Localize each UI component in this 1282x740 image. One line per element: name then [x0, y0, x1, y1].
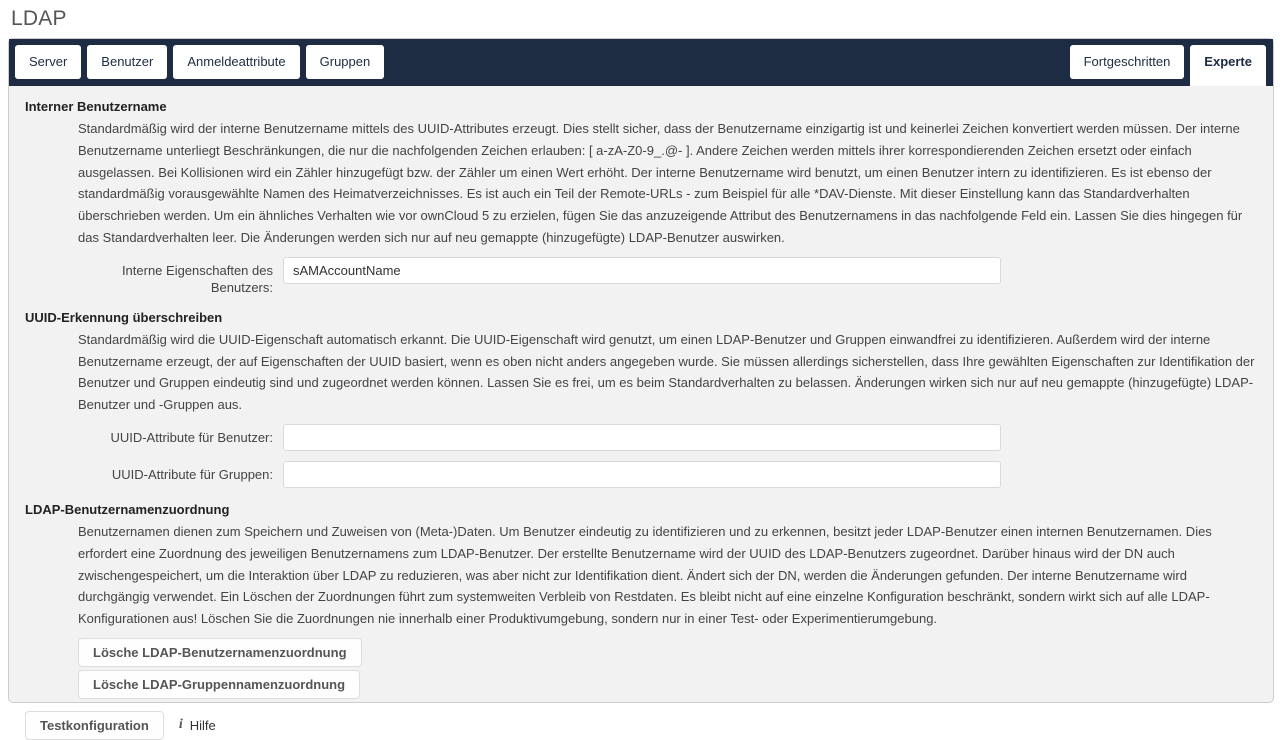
section-heading-uuid-override: UUID-Erkennung überschreiben	[25, 309, 223, 325]
section-description-username-mapping: Benutzernamen dienen zum Speichern und Zuweisen von (Meta-)Daten. Um Benutzer eindeutig zu identifizieren und zu erkennen, besitzt jeder LDAP-Benutzer einen internen Benutzernamen. Dies erfordert eine Zuordnung des jeweiligen Benutzernamens zum LDAP-Benutzer. Der erstellte Benutzername wird der UUID des LDAP-Benutzers zugeordnet. Darüber hinaus wird der DN auch zwischengespeichert, um die Interaktion über LDAP zu reduzieren, was aber nicht zur Identifikation dient. Ändert sich der DN, werden die Änderungen gefunden. Der interne Benutzername wird durchgängig verwendet. Ein Löschen der Zuordnungen führt zum systemweiten Verbleib von Restdaten. Es bleibt nicht auf eine einzelne Konfiguration beschränkt, sondern wirkt sich auf alle LDAP-Konfigurationen aus! Löschen Sie die Zuordnungen nie innerhalb einer Produktivumgebung, sondern nur in einer Test- oder Experimentierumgebung.	[78, 523, 1212, 627]
section-description-internal-username: Standardmäßig wird der interne Benutzername mittels des UUID-Attributes erzeugt. Dies stellt sicher, dass der Benutzername einzigartig ist und keinerlei Zeichen konvertiert werden müssen. Der interne Benutzername unterliegt Beschränkungen, die nur die nachfolgenden Zeichen erlauben: [ a-zA-Z0-9_.@- ]. Andere Zeichen werden mittels ihrer korrespondierenden Zeichen ersetzt oder einfach ausgelassen. Bei Kollisionen wird ein Zähler hinzugefügt bzw. der Zähler um einen Wert erhöht. Der interne Benutzername wird benutzt, um einen Benutzer intern zu identifizieren. Es ist ebenso der standardmäßig vorausgewählte Namen des Heimatverzeichnisses. Es ist auch ein Teil der Remote-URLs - zum Beispiel für alle *DAV-Dienste. Mit dieser Einstellung kann das Standardverhalten überschrieben werden. Um ein ähnliches Verhalten wie vor ownCloud 5 zu erzielen, fügen Sie das anzuzeigende Attribut des Benutzernamens in das nachfolgende Feld ein. Lassen Sie dies hingegen für das Standardverhalten leer. Die Änderungen werden sich nur auf neu gemappte (hinzugefügte) LDAP-Benutzer auswirken.	[78, 121, 1243, 245]
footer-row	[25, 711, 1257, 740]
help-label: Hilfe	[189, 717, 216, 733]
section-description-uuid-override: Standardmäßig wird die UUID-Eigenschaft automatisch erkannt. Die UUID-Eigenschaft wird genutzt, um einen LDAP-Benutzer und Gruppen einwandfrei zu identifizieren. Außerdem wird der interne Benutzername erzeugt, der auf Eigenschaften der UUID basiert, wenn es oben nicht anders angegeben wurde. Sie müssen allerdings sicherstellen, dass Ihre gewählten Eigenschaften zur Identifikation der Benutzer und Gruppen eindeutig sind und zugeordnet werden können. Lassen Sie es frei, um es beim Standardverhalten zu belassen. Änderungen wirken sich nur auf neu gemappte (hinzugefügte) LDAP-Benutzer und -Gruppen aus.	[78, 331, 1255, 413]
page-title: LDAP	[11, 7, 67, 30]
ldap-settings-panel	[8, 38, 1274, 733]
tab-anmeldeattribute[interactable]: Anmeldeattribute	[173, 45, 299, 79]
form-row-uuid-group-attribute	[78, 461, 1257, 488]
tab-experte[interactable]: Experte	[1190, 45, 1266, 86]
section-uuid-override	[25, 306, 1257, 488]
section-heading-username-mapping: LDAP-Benutzernamenzuordnung	[25, 501, 230, 517]
mapping-buttons-group	[78, 638, 1257, 699]
section-internal-username	[25, 95, 1257, 296]
internal-username-attribute-label: Interne Eigenschaften des Benutzers:	[121, 262, 273, 295]
tab-gruppen[interactable]: Gruppen	[306, 45, 385, 79]
tab-content-experte	[9, 86, 1273, 740]
tab-bar	[9, 39, 1273, 86]
section-heading-internal-username: Interner Benutzername	[25, 99, 167, 114]
uuid-group-attribute-input[interactable]	[283, 461, 1001, 488]
test-configuration-button[interactable]: Testkonfiguration	[25, 711, 164, 740]
uuid-user-attribute-label: UUID-Attribute für Benutzer:	[110, 429, 273, 445]
clear-username-mapping-button[interactable]: Lösche LDAP-Benutzernamenzuordnung	[78, 638, 362, 667]
tab-benutzer[interactable]: Benutzer	[87, 45, 167, 79]
form-row-uuid-user-attribute	[78, 424, 1257, 451]
section-username-mapping	[25, 498, 1257, 699]
tab-server[interactable]: Server	[15, 45, 81, 79]
uuid-group-attribute-label: UUID-Attribute für Gruppen:	[111, 466, 273, 482]
info-icon: i	[178, 717, 183, 733]
tab-fortgeschritten[interactable]: Fortgeschritten	[1070, 45, 1185, 79]
internal-username-attribute-input[interactable]	[283, 257, 1001, 284]
uuid-user-attribute-input[interactable]	[283, 424, 1001, 451]
help-link[interactable]	[179, 717, 216, 733]
form-row-internal-username-attribute	[78, 257, 1257, 296]
clear-groupname-mapping-button[interactable]: Lösche LDAP-Gruppennamenzuordnung	[78, 670, 360, 699]
